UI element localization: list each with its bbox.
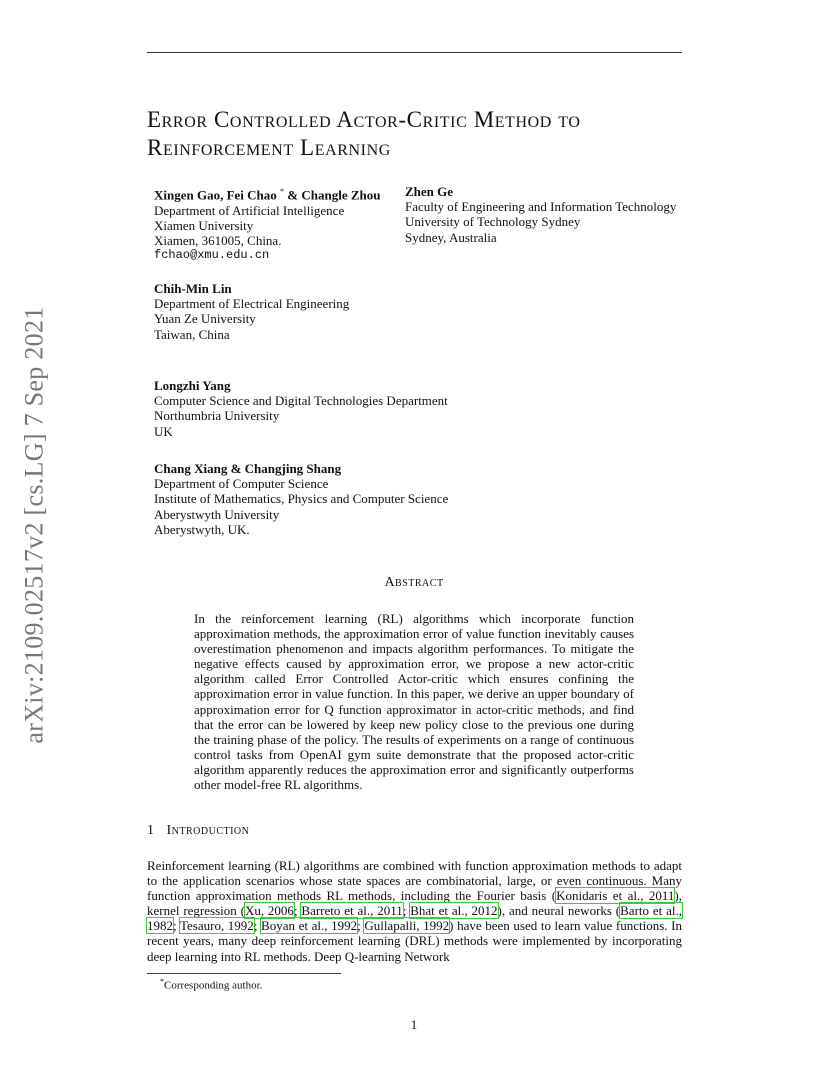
affiliation-line: Department of Electrical Engineering	[154, 296, 350, 312]
citation-link[interactable]: Barto et al., 1982	[147, 903, 682, 934]
affiliation-line: Northumbria University	[154, 408, 280, 424]
affiliation-line: Xiamen, 361005, China.	[154, 232, 282, 248]
affiliation-line: Aberystwyth, UK.	[154, 521, 250, 537]
affiliation-line: Sydney, Australia	[405, 229, 497, 245]
author-block-yang	[154, 378, 448, 439]
author-names: Longzhi Yang	[154, 378, 231, 393]
citation-link[interactable]: Bhat et al., 2012	[410, 903, 498, 919]
title-line-2: Reinforcement Learning	[147, 135, 391, 160]
citation-link[interactable]: Gullapalli, 1992	[364, 918, 450, 934]
title-line-1: Error Controlled Actor-Critic Method to	[147, 107, 581, 132]
section-heading-introduction	[147, 823, 249, 839]
affiliation-line: Department of Artificial Intelligence	[154, 202, 345, 218]
author-names: Zhen Ge	[405, 184, 454, 199]
affiliation-line: Xiamen University	[154, 217, 254, 233]
author-block-lin	[154, 281, 349, 342]
author-names: Chih-Min Lin	[154, 281, 232, 296]
affiliation-line: Department of Computer Science	[154, 476, 329, 492]
author-block-gao-chao-zhou	[154, 184, 381, 263]
author-names: Xingen Gao, Fei Chao * & Changle Zhou	[154, 187, 381, 203]
paper-title	[147, 106, 707, 162]
top-rule	[147, 52, 682, 53]
footnote-rule	[147, 973, 341, 974]
section-number: 1	[147, 823, 155, 838]
footnote-text: Corresponding author.	[164, 979, 263, 992]
author-block-xiang-shang	[154, 461, 448, 537]
footnote-marker: *	[160, 977, 164, 986]
introduction-paragraph: Reinforcement learning (RL) algorithms are combined with function approximation methods to adapt to the application scenarios whose state spaces are combinatorial, large, or even continuous. Many function approximation methods RL methods, including the Fourier basis (Konidaris et al., 2011), kernel regression (Xu, 2006; Barreto et al., 2011; Bhat et al., 2012), and neural neworks (Barto et al., 1982; Tesauro, 1992; Boyan et al., 1992; Gullapalli, 1992) have been used to learn value functions. In recent years, many deep reinforcement learning (DRL) methods were implemented by incorporating deep learning into RL methods. Deep Q-learning Network	[147, 858, 682, 964]
abstract-heading: Abstract	[384, 575, 444, 590]
page-number: 1	[410, 1017, 418, 1032]
affiliation-line: Institute of Mathematics, Physics and Computer Science	[154, 491, 449, 507]
arxiv-identifier-stamp	[18, 290, 52, 760]
affiliation-line: Computer Science and Digital Technologies Department	[154, 393, 448, 409]
affiliation-line: Yuan Ze University	[154, 311, 256, 327]
citation-link[interactable]: Barreto et al., 2011	[301, 903, 403, 919]
author-block-ge	[405, 184, 676, 245]
author-email[interactable]: fchao@xmu.edu.cn	[154, 248, 270, 263]
author-names: Chang Xiang & Changjing Shang	[154, 461, 342, 476]
section-title: Introduction	[166, 823, 250, 838]
affiliation-line: UK	[154, 423, 173, 439]
affiliation-line: Faculty of Engineering and Information Technology	[405, 199, 677, 215]
citation-link[interactable]: Boyan et al., 1992	[261, 918, 358, 934]
citation-link[interactable]: Tesauro, 1992	[179, 918, 254, 934]
abstract-text: In the reinforcement learning (RL) algorithms which incorporate function approximation methods, the approximation error of value function inevitably causes overestimation phenomenon and impacts algorithm performances. To mitigate the negative effects caused by approximation error, we propose a new actor-critic algorithm called Error Controlled Actor-critic which ensures confining the approximation error in value function. In this paper, we derive an upper boundary of approximation error for Q function approximator in actor-critic methods, and find that the error can be lowered by keep new policy close to the previous one during the training phase of the policy. The results of experiments on a range of continuous control tasks from OpenAI gym suite demonstrate that the proposed actor-critic algorithm apparently reduces the approximation error and significantly outperforms other model-free RL algorithms.	[194, 611, 634, 793]
arxiv-id-text: arXiv:2109.02517v2 [cs.LG] 7 Sep 2021	[20, 306, 49, 744]
footnote-marker: *	[280, 187, 285, 196]
citation-link[interactable]: Xu, 2006	[244, 903, 294, 919]
affiliation-line: University of Technology Sydney	[405, 214, 581, 230]
citation-link[interactable]: Konidaris et al., 2011	[556, 888, 675, 904]
affiliation-line: Taiwan, China	[154, 326, 230, 342]
footnote	[160, 977, 262, 992]
affiliation-line: Aberystwyth University	[154, 506, 280, 522]
